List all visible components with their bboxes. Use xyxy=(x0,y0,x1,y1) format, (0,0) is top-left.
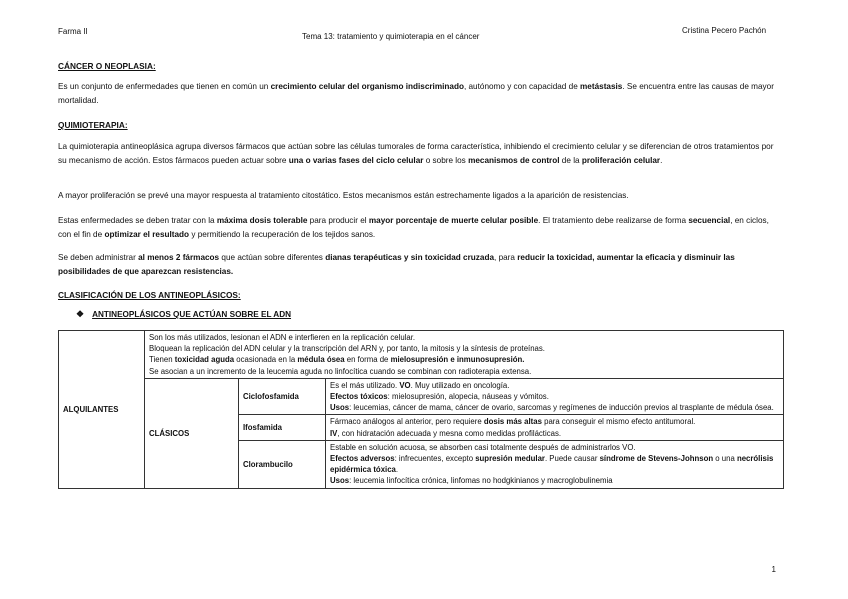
subgroup-cell: CLÁSICOS xyxy=(145,378,239,488)
drug-description-cell: Estable en solución acuosa, se absorben casi totalmente después de administrarlos VO. Efectos adversos: infrecuentes, excepto supresión medular. Puede causar síndrome de Stevens-Johnson o una necrólisis epidérmica tóxica. Usos: leucemia linfocítica crónica, linfomas no hodgkinianos y macroglobulinemia xyxy=(326,440,784,488)
drug-name-cell: Clorambucilo xyxy=(239,440,326,488)
paragraph-cancer-definition: Es un conjunto de enfermedades que tienen en común un crecimiento celular del organismo indiscriminado, autónomo y con capacidad de metástasis. Se encuentra entre las causas de mayor mortalidad. xyxy=(58,82,774,105)
group-cell: ALQUILANTES xyxy=(59,331,145,489)
table-row xyxy=(59,378,784,415)
subsection-adn xyxy=(76,309,291,320)
diamond-bullet-icon: ❖ xyxy=(76,309,85,319)
drug-name-cell: Ifosfamida xyxy=(239,415,326,440)
header-topic: Tema 13: tratamiento y quimioterapia en el cáncer xyxy=(302,32,480,41)
drug-name-cell: Ciclofosfamida xyxy=(239,378,326,415)
section-title-quimioterapia: QUIMIOTERAPIA: xyxy=(58,120,128,130)
alquilantes-table xyxy=(58,330,784,489)
subsection-adn-title: ANTINEOPLÁSICOS QUE ACTÚAN SOBRE EL ADN xyxy=(92,310,292,319)
drug-description-cell: Fármaco análogos al anterior, pero requiere dosis más altas para conseguir el mismo efecto antitumoral. IV, con hidratación adecuada y mesna como medidas profilácticas. xyxy=(326,415,784,440)
section-title-clasificacion: CLASIFICACIÓN DE LOS ANTINEOPLÁSICOS: xyxy=(58,290,241,300)
intro-cell: Son los más utilizados, lesionan el ADN e interfieren en la replicación celular. Bloquean la replicación del ADN celular y la transcripción del ARN y, por tanto, la mitosis y la síntesis de proteínas. Tienen toxicidad aguda ocasionada en la médula ósea en forma de mielosupresión e inmunosupresión. Se asocian a un incremento de la leucemia aguda no linfocítica cuando se combinan con radioterapia extensa. xyxy=(145,331,784,379)
table-row xyxy=(59,331,784,379)
paragraph-dosis: Estas enfermedades se deben tratar con la máxima dosis tolerable para producir el mayor porcentaje de muerte celular posible. El tratamiento debe realizarse de forma secuencial, en ciclos, con el fin de optimizar el resultado y permitiendo la recuperación de los tejidos sanos. xyxy=(58,216,769,239)
header-subject: Farma II xyxy=(58,27,88,36)
drug-description-cell: Es el más utilizado. VO. Muy utilizado en oncología. Efectos tóxicos: mielosupresión, alopecia, náuseas y vómitos. Usos: leucemias, cáncer de mama, cáncer de ovario, sarcomas y regímenes de inducción previos al trasplante de médula ósea. xyxy=(326,378,784,415)
page-number: 1 xyxy=(771,565,776,574)
section-title-cancer: CÁNCER O NEOPLASIA: xyxy=(58,61,156,71)
paragraph-proliferacion: A mayor proliferación se prevé una mayor respuesta al tratamiento citostático. Estos mecanismos están estrechamente ligados a la aparición de resistencias. xyxy=(58,191,629,200)
header-author: Cristina Pecero Pachón xyxy=(682,26,767,35)
paragraph-quimio-definition: La quimioterapia antineoplásica agrupa diversos fármacos que actúan sobre las células tumorales de forma característica, inhibiendo el crecimiento celular y se diferencian de otros tratamientos por su mecanismo de acción. Estos fármacos pueden actuar sobre una o varias fases del ciclo celular o sobre los mecanismos de control de la proliferación celular. xyxy=(58,142,774,165)
paragraph-farmacos: Se deben administrar al menos 2 fármacos que actúan sobre diferentes dianas terapéuticas y sin toxicidad cruzada, para reducir la toxicidad, aumentar la eficacia y disminuir las posibilidades de que aparezcan resistencias. xyxy=(58,253,735,276)
